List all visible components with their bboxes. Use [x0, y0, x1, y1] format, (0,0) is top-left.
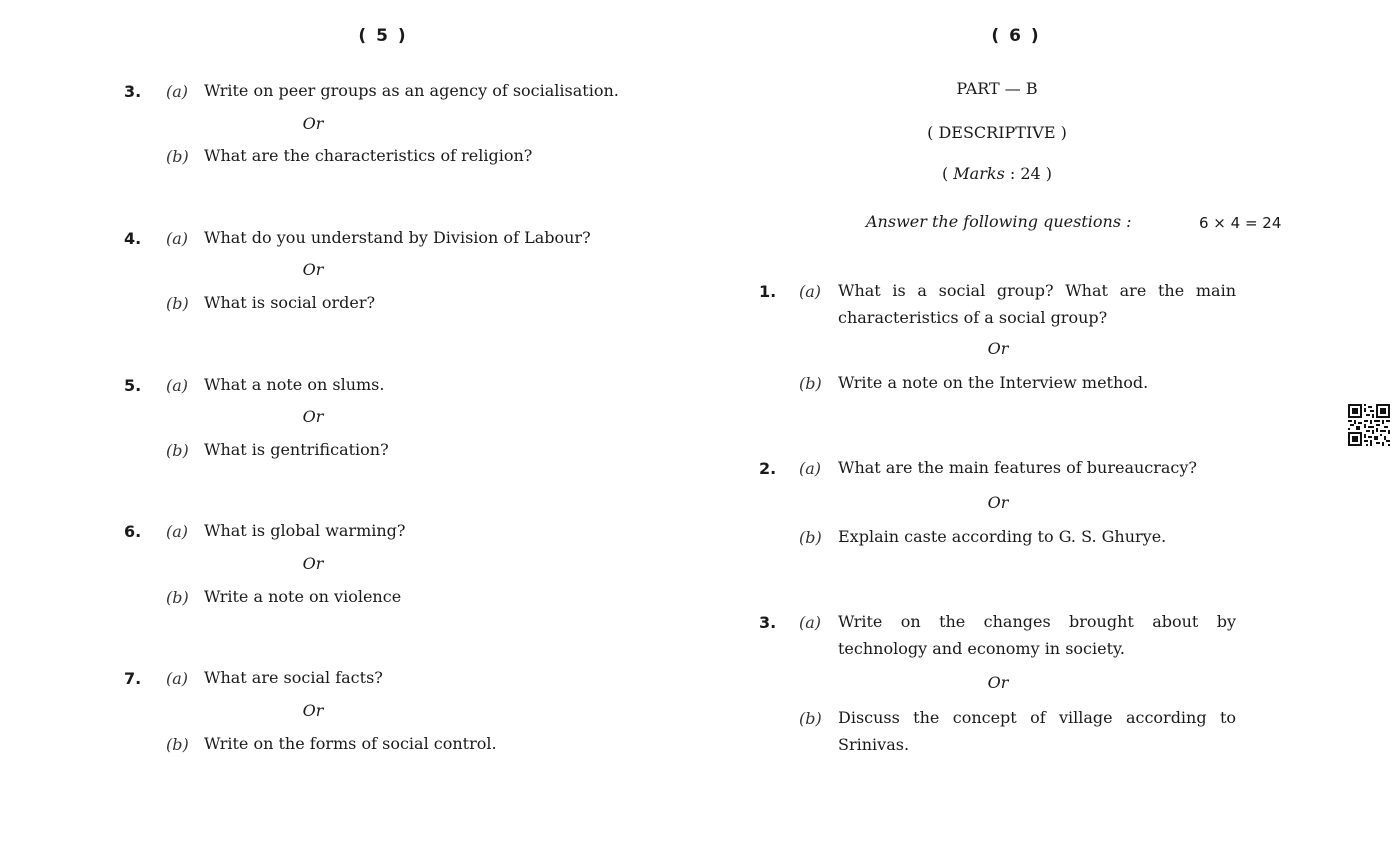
- question-text-a: What are social facts?: [204, 668, 383, 687]
- marks-value: : 24 ): [1004, 164, 1053, 183]
- question-text-b: Discuss the concept of village according to Srinivas.: [838, 708, 1236, 754]
- question-text-b: What are the characteristics of religion?: [204, 146, 533, 165]
- or-separator: Or: [302, 554, 324, 573]
- question-number: 3.: [759, 613, 777, 632]
- or-separator: Or: [987, 673, 1009, 692]
- sub-label-a: (a): [166, 376, 189, 395]
- sub-label-b: (b): [166, 441, 189, 460]
- question-number: 7.: [124, 669, 142, 688]
- question-text-a: What are the main features of bureaucracy?: [838, 458, 1198, 477]
- question-text-b: What is social order?: [204, 293, 376, 312]
- sub-label-a: (a): [799, 459, 822, 478]
- question-text-a: What do you understand by Division of Labour?: [204, 228, 591, 247]
- or-separator: Or: [302, 407, 324, 426]
- marks-open: (: [941, 164, 954, 183]
- marks-heading: [942, 164, 1052, 183]
- marks-label: Marks: [953, 164, 1005, 183]
- question-number: 6.: [124, 522, 142, 541]
- sub-label-b: (b): [166, 735, 189, 754]
- or-separator: Or: [987, 493, 1009, 512]
- sub-label-b: (b): [799, 528, 822, 547]
- question-text-b: What is gentrification?: [204, 440, 389, 459]
- page-number-right: ( 6 ): [991, 26, 1041, 46]
- question-text-a: Write on the changes brought about by technology and economy in society.: [838, 612, 1236, 658]
- part-heading: PART — B: [956, 79, 1038, 98]
- sub-label-a: (a): [799, 282, 822, 301]
- sub-label-b: (b): [166, 294, 189, 313]
- section-heading: ( DESCRIPTIVE ): [927, 123, 1067, 142]
- sub-label-a: (a): [166, 522, 189, 541]
- question-number: 4.: [124, 229, 142, 248]
- sub-label-a: (a): [799, 613, 822, 632]
- question-text-b: Write a note on the Interview method.: [838, 373, 1149, 392]
- or-separator: Or: [302, 114, 324, 133]
- or-separator: Or: [302, 260, 324, 279]
- question-text-b: Write on the forms of social control.: [204, 734, 497, 753]
- marks-formula: 6 × 4 = 24: [1199, 214, 1282, 232]
- sub-label-b: (b): [799, 374, 822, 393]
- instruction: Answer the following questions :: [866, 212, 1132, 231]
- question-number: 3.: [124, 82, 142, 101]
- question-text-a: Write on peer groups as an agency of socialisation.: [204, 81, 619, 100]
- sub-label-b: (b): [799, 709, 822, 728]
- qr-code-icon: [1348, 404, 1390, 446]
- question-text-a: What is global warming?: [204, 521, 406, 540]
- question-text-a: What a note on slums.: [204, 375, 385, 394]
- sub-label-a: (a): [166, 669, 189, 688]
- question-text-b: Explain caste according to G. S. Ghurye.: [838, 527, 1167, 546]
- sub-label-a: (a): [166, 82, 189, 101]
- question-number: 1.: [759, 282, 777, 301]
- question-number: 5.: [124, 376, 142, 395]
- sub-label-a: (a): [166, 229, 189, 248]
- sub-label-b: (b): [166, 147, 189, 166]
- page-number-left: ( 5 ): [358, 26, 408, 46]
- question-text-a: What is a social group? What are the main characteristics of a social group?: [838, 281, 1236, 327]
- question-number: 2.: [759, 459, 777, 478]
- sub-label-b: (b): [166, 588, 189, 607]
- question-text-b: Write a note on violence: [204, 587, 402, 606]
- or-separator: Or: [987, 339, 1009, 358]
- or-separator: Or: [302, 701, 324, 720]
